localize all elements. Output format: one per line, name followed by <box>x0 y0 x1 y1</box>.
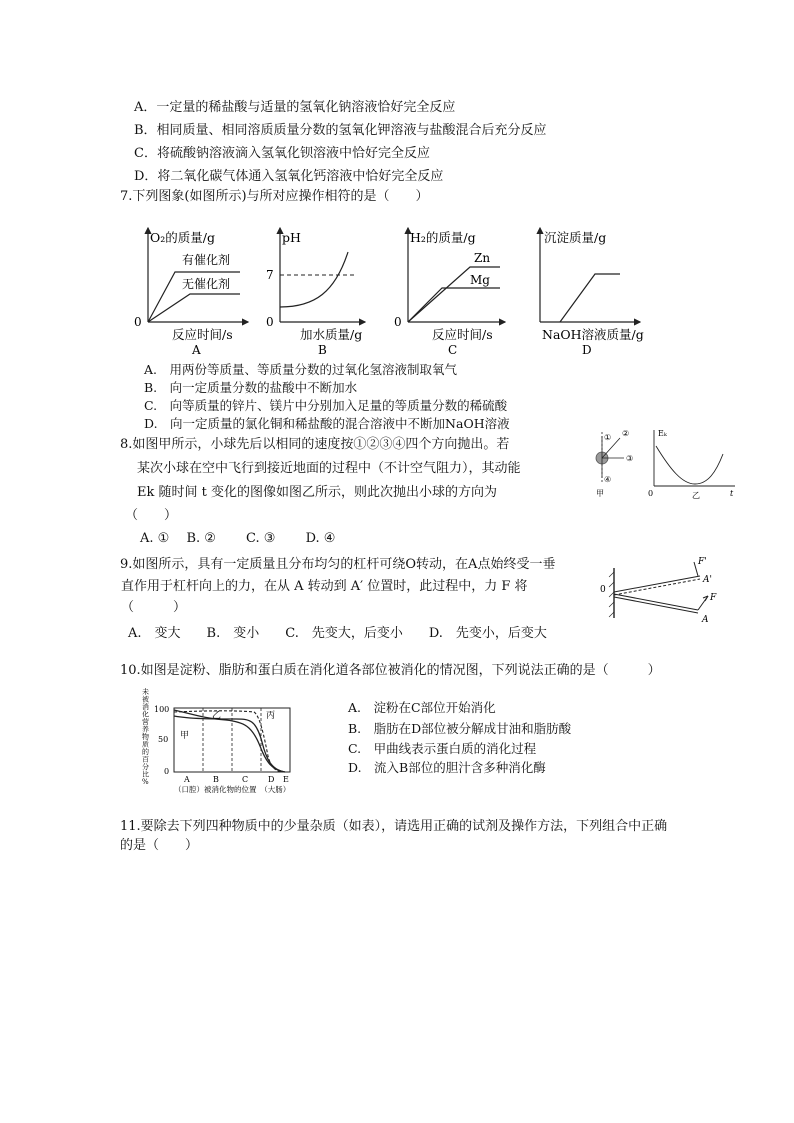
q11-line1: 11.要除去下列四种物质中的少量杂质（如表），请选用正确的试剂及操作方法，下列组合中正确 <box>120 819 668 834</box>
svg-text:养: 养 <box>142 725 149 734</box>
graph-d-ylabel: 沉淀质量/g <box>544 230 607 245</box>
graph-c-zn: Zn <box>474 251 491 265</box>
fig-ek-label: Eₖ <box>658 429 667 438</box>
q9-options: A. 变大 B. 变小 C. 先变大，后变小 D. 先变小，后变大 <box>128 626 547 641</box>
q10-jia-label: 甲 <box>180 731 190 741</box>
force-f2-label: F' <box>698 557 707 567</box>
dir-1: ① <box>604 433 612 442</box>
svg-text:质: 质 <box>142 740 149 749</box>
svg-text:比: 比 <box>142 770 149 779</box>
svg-text:化: 化 <box>142 710 149 719</box>
q10-option-d: D. 流入B部位的胆汁含多种消化酶 <box>348 760 546 775</box>
graph-a-ylabel: O₂的质量/g <box>150 230 215 245</box>
q10-option-b: B. 脂肪在D部位被分解成甘油和脂肪酸 <box>348 721 572 736</box>
graph-b-xlabel: 加水质量/g <box>300 327 363 342</box>
q10-x-d: D <box>268 775 275 784</box>
fig-t-label: t <box>730 489 734 498</box>
dir-2: ② <box>622 429 630 438</box>
q11-line2: 的是（ ） <box>120 838 199 853</box>
q10-x-b: B <box>213 775 219 784</box>
svg-text:百: 百 <box>142 755 149 764</box>
graph-a-curve1: 有催化剂 <box>182 253 231 267</box>
force-f-label: F <box>710 593 717 603</box>
q10-option-a: A. 淀粉在C部位开始消化 <box>348 700 496 715</box>
graph-d-xlabel: NaOH溶液质量/g <box>542 327 644 342</box>
q9-line1: 9.如图所示，具有一定质量且分布均匀的杠杆可绕O转动，在A点始终受一垂 <box>120 557 556 572</box>
q10-x-e: E <box>283 775 289 784</box>
svg-text:%: % <box>142 778 149 786</box>
graph-c-origin: 0 <box>394 315 402 329</box>
q10-ylabel <box>142 687 149 786</box>
fig-jia-label: 甲 <box>596 489 604 498</box>
q8-line2: 某次小球在空中飞行到接近地面的过程中（不计空气阻力），其动能 <box>137 461 521 476</box>
graph-c-xlabel: 反应时间/s <box>432 327 493 342</box>
graph-b-tick7: 7 <box>266 268 274 282</box>
q6-option-c: C．将硫酸钠溶液滴入氢氧化钡溶液中恰好完全反应 <box>134 146 430 161</box>
fig-origin-label: 0 <box>648 489 654 498</box>
q7-stem: 7.下列图象(如图所示)与所对应操作相符的是（ ） <box>120 189 429 204</box>
q8-figure <box>590 424 740 504</box>
q10-x-a: A <box>184 775 190 784</box>
q6-option-b: B．相同质量、相同溶质质量分数的氢氧化钾溶液与盐酸混合后充分反应 <box>134 123 547 138</box>
q10-y0: 0 <box>164 767 170 776</box>
q6-option-d: D．将二氧化碳气体通入氢氧化钙溶液中恰好完全反应 <box>134 169 444 184</box>
point-a2-label: A' <box>703 575 712 585</box>
q8-line1: 8.如图甲所示，小球先后以相同的速度按①②③④四个方向抛出。若 <box>120 437 510 452</box>
q8-line4: （ ） <box>125 508 178 523</box>
graph-b <box>266 228 365 357</box>
q7-graphs <box>120 222 660 360</box>
q10-stem: 10.如图是淀粉、脂肪和蛋白质在消化道各部位被消化的情况图，下列说法正确的是（ ） <box>120 663 661 678</box>
q7-option-b: B. 向一定质量分数的盐酸中不断加水 <box>144 380 358 395</box>
graph-c-letter: C <box>448 343 458 357</box>
svg-text:分: 分 <box>142 763 149 771</box>
point-a-label: A <box>702 615 709 625</box>
q9-line2: 直作用于杠杆向上的力，在从 A 转动到 A′ 位置时，此过程中，力 F 将 <box>121 579 528 594</box>
q7-option-a: A. 用两份等质量、等质量分数的过氧化氢溶液制取氧气 <box>144 362 458 377</box>
graph-a <box>134 228 248 357</box>
q10-option-c: C. 甲曲线表示蛋白质的消化过程 <box>348 741 537 756</box>
fig-yi-label: 乙 <box>692 491 700 500</box>
svg-text:未: 未 <box>142 688 149 696</box>
pivot-o-label: 0 <box>600 585 606 595</box>
graph-d <box>540 228 644 357</box>
graph-c-ylabel: H₂的质量/g <box>410 230 476 245</box>
q6-option-a: A．一定量的稀盐酸与适量的氢氧化钠溶液恰好完全反应 <box>134 100 456 115</box>
svg-text:消: 消 <box>142 703 149 711</box>
q10-bing-label: 丙 <box>266 711 276 721</box>
q7-option-d: D. 向一定质量的氯化铜和稀盐酸的混合溶液中不断加NaOH溶液 <box>144 416 510 431</box>
q10-y100: 100 <box>154 705 170 714</box>
dir-4: ④ <box>604 475 612 484</box>
q9-figure <box>594 552 730 626</box>
q10-y50: 50 <box>158 735 169 744</box>
graph-a-xlabel: 反应时间/s <box>172 327 233 342</box>
graph-c-mg: Mg <box>470 273 490 287</box>
q9-line3: （ ） <box>121 600 187 615</box>
q7-option-c: C. 向等质量的锌片、镁片中分别加入足量的等质量分数的稀硫酸 <box>144 398 508 413</box>
q8-line3: Ek 随时间 t 变化的图像如图乙所示，则此次抛出小球的方向为 <box>137 485 497 500</box>
graph-b-origin: 0 <box>266 315 274 329</box>
graph-c <box>394 228 505 357</box>
q8-options: A. ① B. ② C. ③ D. ④ <box>140 531 336 546</box>
graph-a-letter: A <box>192 343 201 357</box>
dir-3: ③ <box>626 454 634 463</box>
q10-figure <box>140 686 330 798</box>
svg-text:物: 物 <box>142 733 149 741</box>
graph-a-origin: 0 <box>134 315 142 329</box>
graph-b-ylabel: pH <box>282 230 301 245</box>
q10-x-c: C <box>242 775 249 784</box>
q10-x-caption: （口腔）被消化物的位置 （大肠） <box>174 785 291 794</box>
q10-yi-label: 乙 <box>212 711 222 721</box>
svg-text:营: 营 <box>142 718 149 726</box>
svg-text:的: 的 <box>142 748 149 756</box>
graph-d-letter: D <box>582 343 592 357</box>
graph-b-letter: B <box>318 343 327 357</box>
graph-a-curve2: 无催化剂 <box>182 277 231 291</box>
svg-text:被: 被 <box>142 695 149 704</box>
